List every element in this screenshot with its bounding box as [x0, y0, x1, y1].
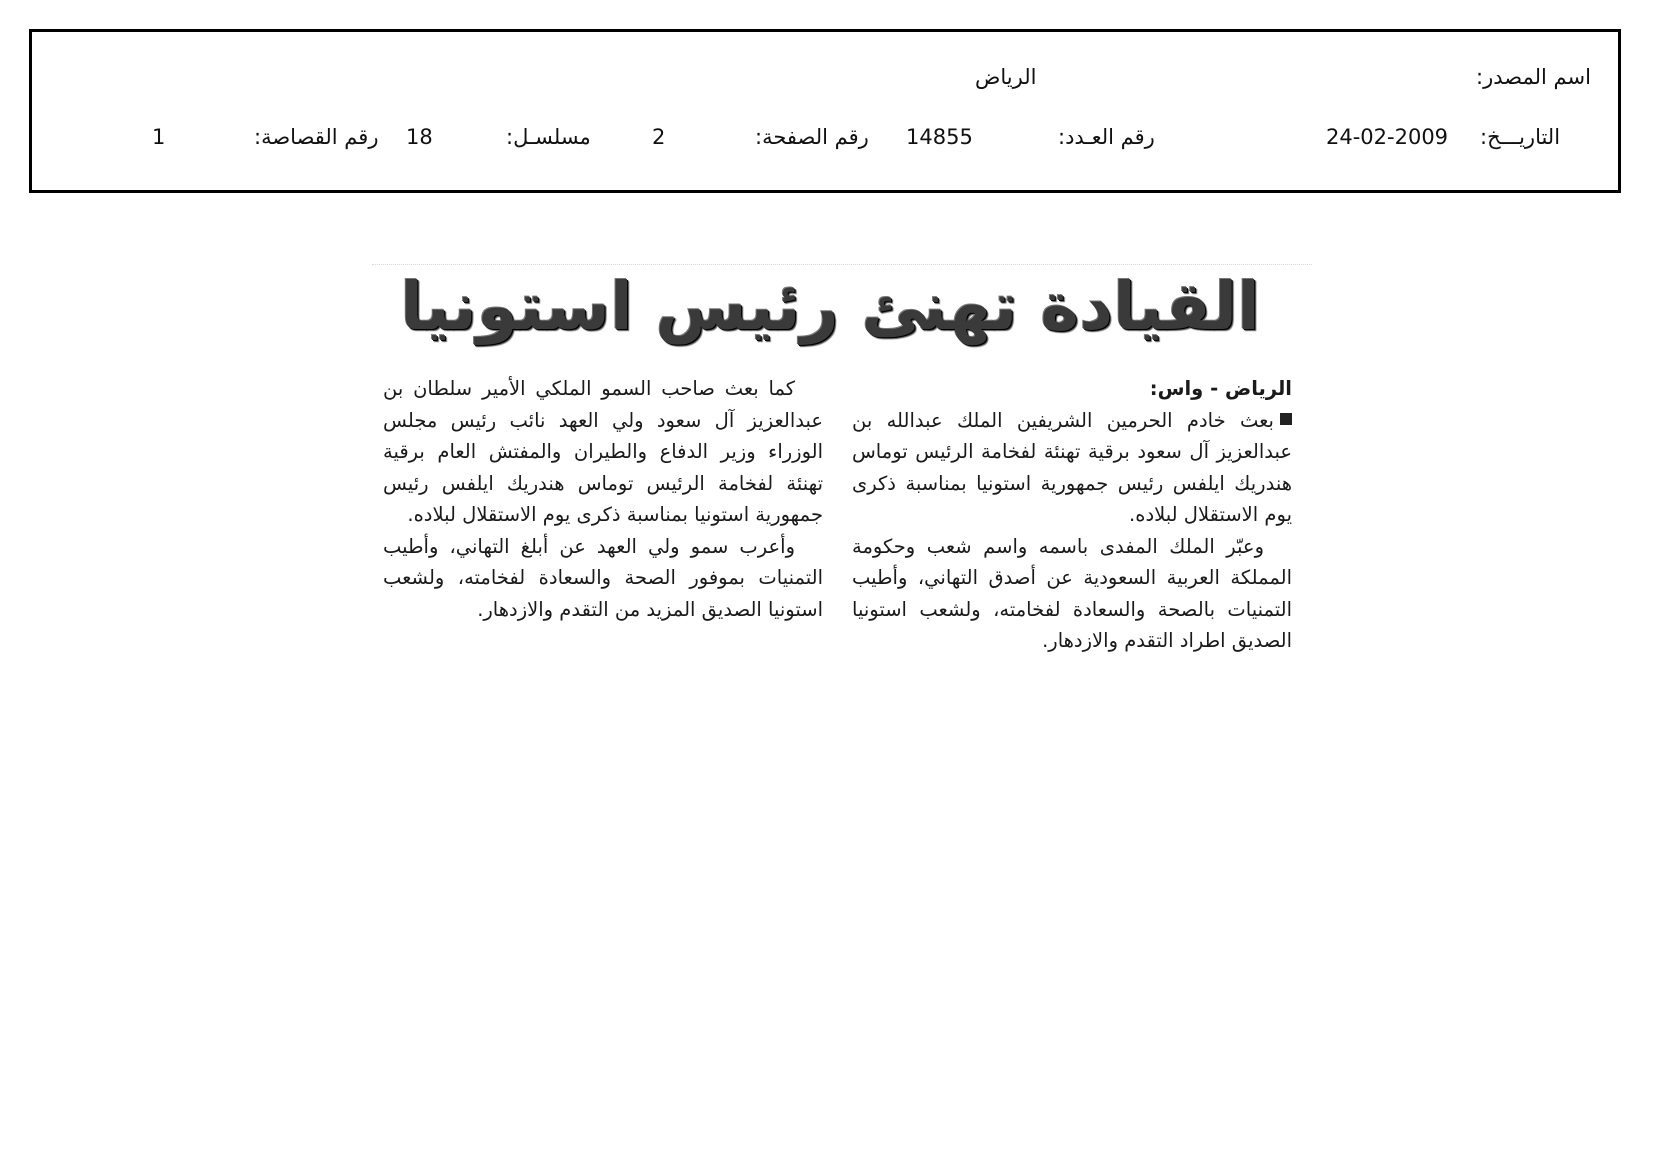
issue-label: رقم العـدد:	[1058, 125, 1155, 149]
date-value: 24-02-2009	[1326, 125, 1449, 149]
clipping-value: 1	[152, 125, 166, 149]
page-value: 2	[652, 125, 666, 149]
article-paragraph: وأعرب سمو ولي العهد عن أبلغ التهاني، وأطيب التمنيات بموفور الصحة والسعادة لفخامته، ولشعب استونيا الصديق المزيد من التقدم والازدهار.	[383, 534, 823, 621]
article-column-left	[383, 373, 823, 625]
source-value: الرياض	[975, 65, 1037, 89]
issue-value: 14855	[906, 125, 973, 149]
article-paragraph: وعبّر الملك المفدى باسمه واسم شعب وحكومة المملكة العربية السعودية عن أصدق التهاني، وأطيب التمنيات بالصحة والسعادة لفخامته، ولشعب استونيا الصديق اطراد التقدم والازدهار.	[852, 534, 1292, 652]
article-dateline: الرياض - واس:	[1149, 377, 1292, 400]
square-bullet-icon	[1280, 413, 1292, 425]
source-label: اسم المصدر:	[1476, 65, 1591, 89]
serial-value: 18	[406, 125, 433, 149]
article-column-right	[852, 373, 1292, 657]
article-paragraph: كما بعث صاحب السمو الملكي الأمير سلطان بن عبدالعزيز آل سعود ولي العهد نائب رئيس مجلس الوزراء وزير الدفاع والطيران والمفتش العام برقية تهنئة لفخامة الرئيس توماس هندريك ايلفس رئيس جمهورية استونيا بمناسبة ذكرى يوم الاستقلال لبلاده.	[383, 377, 823, 526]
page-label: رقم الصفحة:	[755, 125, 869, 149]
clipping-header-box	[29, 29, 1621, 193]
serial-label: مسلسـل:	[506, 125, 591, 149]
paragraph-text: بعث خادم الحرمين الشريفين الملك عبدالله بن عبدالعزيز آل سعود برقية تهنئة لفخامة الرئيس توماس هندريك ايلفس رئيس جمهورية استونيا بمناسبة ذكرى يوم الاستقلال لبلاده.	[852, 408, 1292, 526]
article-headline: القيادة تهنئ رئيس استونيا	[400, 268, 1260, 345]
clipping-label: رقم القصاصة:	[254, 125, 379, 149]
article-paragraph	[852, 405, 1292, 531]
date-label: التاريـــخ:	[1480, 125, 1561, 149]
